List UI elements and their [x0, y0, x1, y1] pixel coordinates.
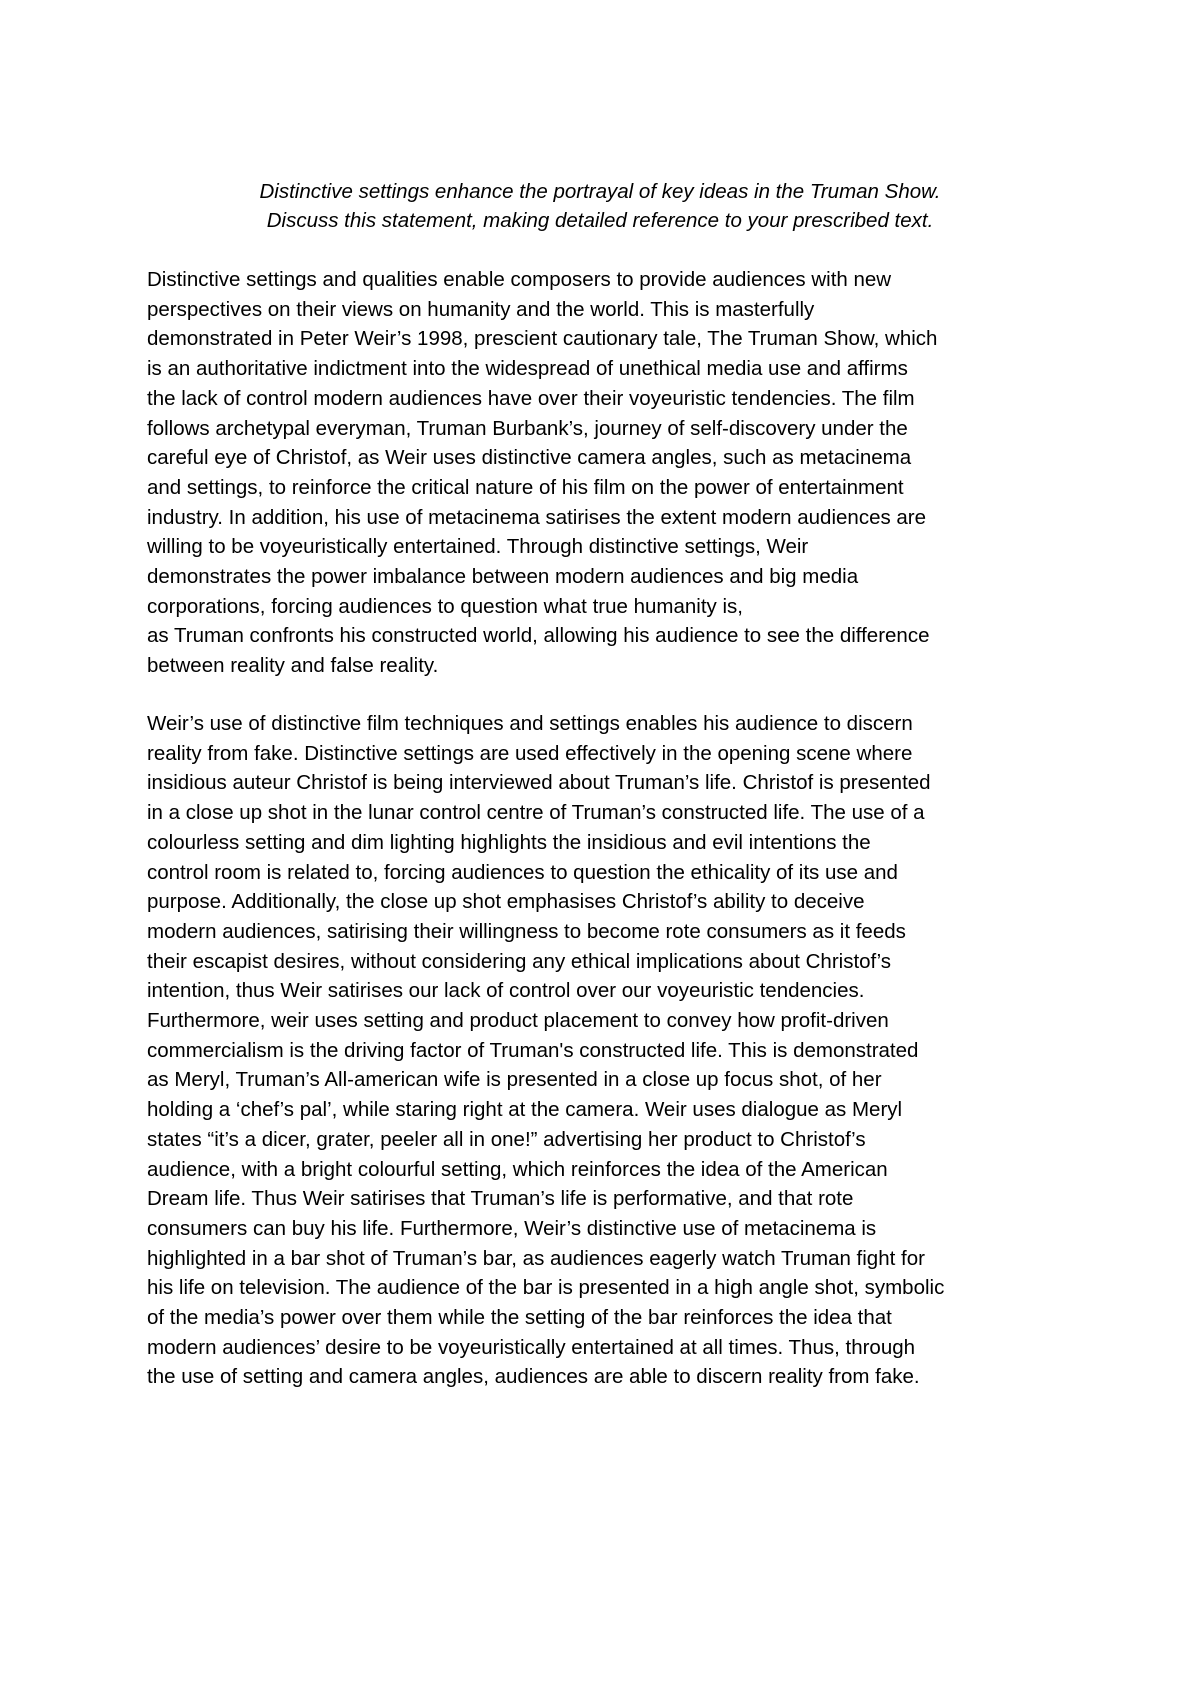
text-line: follows archetypal everyman, Truman Burbank’s, journey of self-discovery under the [147, 416, 908, 440]
text-line: their escapist desires, without considering any ethical implications about Christof’s [147, 949, 892, 973]
text-line: consumers can buy his life. Furthermore, Weir’s distinctive use of metacinema is [147, 1216, 877, 1240]
text-line: his life on television. The audience of the bar is presented in a high angle shot, symbolic [147, 1276, 945, 1300]
text-line: of the media’s power over them while the setting of the bar reinforces the idea that [147, 1306, 892, 1330]
text-line: Dream life. Thus Weir satirises that Truman’s life is performative, and that rote [147, 1187, 854, 1211]
text-line: reality from fake. Distinctive settings are used effectively in the opening scene where [147, 741, 913, 765]
text-line: and settings, to reinforce the critical nature of his film on the power of entertainment [147, 475, 904, 499]
text-line: careful eye of Christof, as Weir uses distinctive camera angles, such as metacinema [147, 446, 912, 470]
text-line: highlighted in a bar shot of Truman’s bar, as audiences eagerly watch Truman fight for [147, 1246, 925, 1270]
text-line: control room is related to, forcing audiences to question the ethicality of its use and [147, 860, 898, 884]
text-line: between reality and false reality. [147, 654, 439, 678]
text-line: demonstrates the power imbalance between modern audiences and big media [147, 565, 859, 589]
text-line: in a close up shot in the lunar control centre of Truman’s constructed life. The use of a [147, 801, 925, 825]
text-line: Furthermore, weir uses setting and product placement to convey how profit-driven [147, 1009, 889, 1033]
text-line: corporations, forcing audiences to question what true humanity is, [147, 594, 743, 618]
text-line: is an authoritative indictment into the widespread of unethical media use and affirms [147, 357, 908, 381]
text-line: modern audiences’ desire to be voyeuristically entertained at all times. Thus, through [147, 1335, 916, 1359]
text-line: intention, thus Weir satirises our lack of control over our voyeuristic tendencies. [147, 979, 865, 1003]
text-line: Weir’s use of distinctive film techniques and settings enables his audience to discern [147, 712, 913, 735]
text-line: perspectives on their views on humanity and the world. This is masterfully [147, 297, 815, 321]
text-line: Distinctive settings and qualities enable composers to provide audiences with new [147, 268, 892, 291]
text-line: as Meryl, Truman’s All-american wife is presented in a close up focus shot, of her [147, 1068, 882, 1092]
prompt-line: Discuss this statement, making detailed reference to your prescribed text. [266, 209, 934, 232]
text-line: modern audiences, satirising their willingness to become rote consumers as it feeds [147, 919, 906, 943]
text-line: as Truman confronts his constructed world, allowing his audience to see the difference [147, 624, 930, 648]
prompt-line: Distinctive settings enhance the portrayal of key ideas in the Truman Show. [259, 180, 941, 203]
text-line: demonstrated in Peter Weir’s 1998, prescient cautionary tale, The Truman Show, which [147, 327, 938, 351]
text-line: holding a ‘chef’s pal’, while staring right at the camera. Weir uses dialogue as Meryl [147, 1098, 903, 1122]
text-line: the lack of control modern audiences have over their voyeuristic tendencies. The film [147, 386, 915, 410]
body-paragraph [147, 709, 1067, 1392]
text-line: purpose. Additionally, the close up shot emphasises Christof’s ability to deceive [147, 890, 865, 914]
text-line: audience, with a bright colourful setting, which reinforces the idea of the American [147, 1157, 888, 1181]
text-line: insidious auteur Christof is being interviewed about Truman’s life. Christof is presented [147, 771, 931, 795]
text-line: colourless setting and dim lighting highlights the insidious and evil intentions the [147, 830, 871, 854]
text-line: the use of setting and camera angles, audiences are able to discern reality from fake. [147, 1365, 920, 1389]
text-line: states “it’s a dicer, grater, peeler all in one!” advertising her product to Christof’s [147, 1127, 866, 1151]
text-line: commercialism is the driving factor of Truman's constructed life. This is demonstrated [147, 1038, 919, 1062]
text-line: willing to be voyeuristically entertained. Through distinctive settings, Weir [147, 535, 809, 559]
text-line: industry. In addition, his use of metacinema satirises the extent modern audiences are [147, 505, 927, 529]
essay-prompt [140, 177, 1060, 235]
introduction-paragraph [147, 265, 1067, 681]
